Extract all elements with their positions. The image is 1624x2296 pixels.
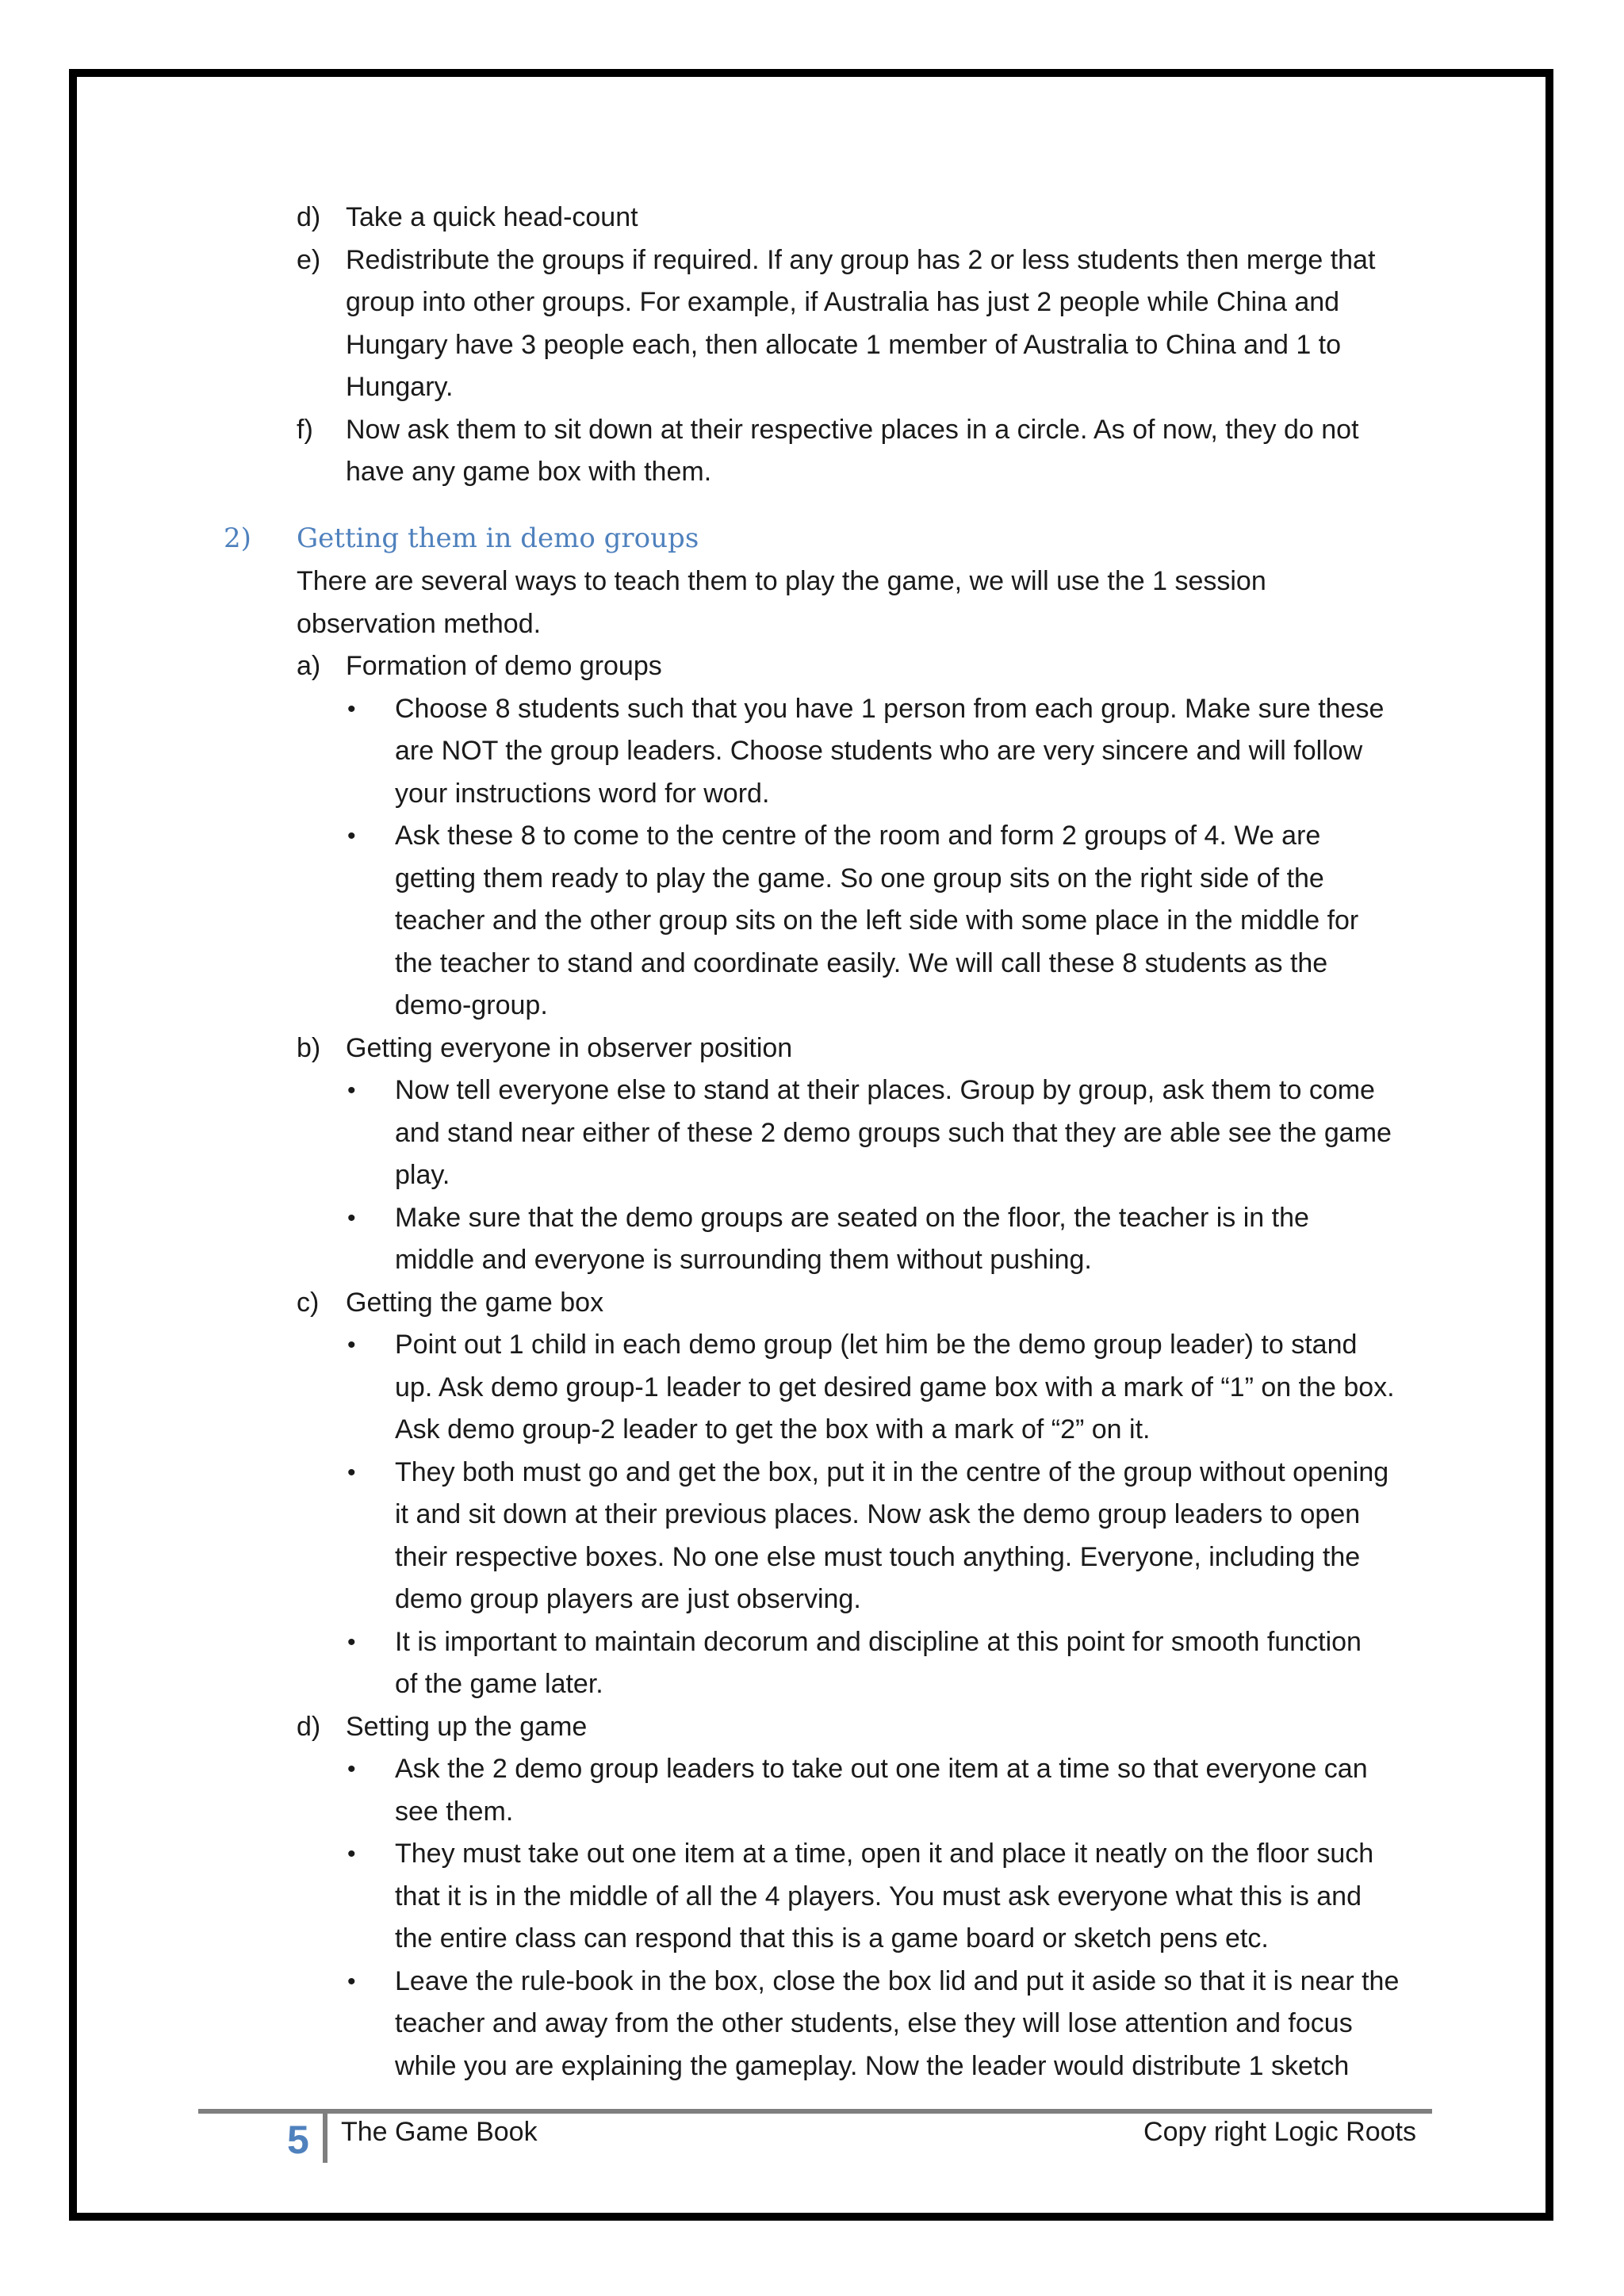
text-line: play. [395,1160,450,1190]
subsection [297,1027,1399,1282]
text-line: Leave the rule-book in the box, close the box lid and put it aside so that it is near the [395,1965,1400,1996]
subsection [297,1282,1399,1706]
subsection-title: Setting up the game [346,1711,588,1742]
footer-book-title: The Game Book [341,2117,538,2147]
intro-list [297,197,1375,494]
subsection-marker: a) [297,651,321,681]
text-line: There are several ways to teach them to play the game, we will use the 1 session [297,566,1266,596]
list-marker: f) [297,414,313,445]
text-line: Redistribute the groups if required. If any group has 2 or less students then merge that [346,244,1376,275]
section-title: Getting them in demo groups [297,522,699,554]
footer-divider [323,2109,327,2163]
text-line: getting them ready to play the game. So one group sits on the right side of the [395,863,1324,894]
bullet-item [297,1833,1399,1961]
text-line: observation method. [297,608,542,639]
list-marker: d) [297,202,321,232]
text-line: Make sure that the demo groups are seated on the floor, the teacher is in the [395,1202,1309,1233]
subsection [297,1706,1399,2088]
bullet-icon: • [347,1332,356,1358]
bullet-item [297,1324,1399,1452]
text-line: of the game later. [395,1669,603,1699]
subsection [297,645,1399,1027]
section-number: 2) [224,522,251,554]
text-line: the entire class can respond that this is a game board or sketch pens etc. [395,1923,1269,1954]
bullet-item [297,1452,1399,1621]
text-line: teacher and the other group sits on the left side with some place in the middle for [395,905,1359,936]
text-line: the teacher to stand and coordinate easily. We will call these 8 students as the [395,947,1328,978]
subsection-marker: b) [297,1032,321,1063]
text-line: it and sit down at their previous places. Now ask the demo group leaders to open [395,1499,1361,1529]
list-item [297,197,1375,239]
bullet-icon: • [347,823,356,849]
list-marker: e) [297,244,321,275]
text-line: while you are explaining the gameplay. Now the leader would distribute 1 sketch [395,2050,1350,2081]
bullet-icon: • [347,1628,356,1655]
footer-copyright: Copy right Logic Roots [1143,2117,1416,2147]
text-line: are NOT the group leaders. Choose students who are very sincere and will follow [395,736,1363,766]
subsection-marker: d) [297,1711,321,1742]
bullet-icon: • [347,1077,356,1104]
text-line: demo-group. [395,990,548,1020]
bullet-item [297,1621,1399,1706]
bullet-item [297,1197,1399,1282]
bullet-icon: • [347,1204,356,1231]
text-line: Ask demo group-2 leader to get the box with a mark of “2” on it. [395,1414,1151,1445]
text-line: It is important to maintain decorum and discipline at this point for smooth function [395,1626,1362,1657]
bullet-icon: • [347,1459,356,1486]
bullet-item [297,688,1399,816]
text-line: group into other groups. For example, if Australia has just 2 people while China and [346,287,1340,317]
text-line: see them. [395,1796,514,1827]
list-item [297,409,1375,494]
text-line: teacher and away from the other students, else they will lose attention and focus [395,2008,1353,2038]
text-line: Hungary. [346,372,454,402]
text-line: Take a quick head-count [346,202,638,232]
text-line: They both must go and get the box, put it in the centre of the group without opening [395,1456,1389,1487]
text-line: middle and everyone is surrounding them without pushing. [395,1245,1092,1275]
text-line: Point out 1 child in each demo group (let him be the demo group leader) to stand [395,1330,1358,1360]
subsection-title: Formation of demo groups [346,651,662,681]
bullet-icon: • [347,1968,356,1995]
text-line: that it is in the middle of all the 4 players. You must ask everyone what this is and [395,1881,1362,1911]
bullet-icon: • [347,1841,356,1867]
text-line: Hungary have 3 people each, then allocate 1 member of Australia to China and 1 to [346,329,1342,360]
text-line: have any game box with them. [346,457,712,487]
subsection-title: Getting everyone in observer position [346,1032,793,1063]
bullet-item [297,1961,1399,2088]
bullet-item [297,1748,1399,1833]
text-line: Choose 8 students such that you have 1 person from each group. Make sure these [395,693,1385,724]
text-line: your instructions word for word. [395,778,770,809]
page-number: 5 [287,2118,309,2162]
text-line: up. Ask demo group-1 leader to get desired game box with a mark of “1” on the box. [395,1372,1395,1402]
bullet-icon: • [347,695,356,722]
text-line: Now tell everyone else to stand at their places. Group by group, ask them to come [395,1075,1375,1105]
bullet-item [297,815,1399,1027]
text-line: and stand near either of these 2 demo groups such that they are able see the game [395,1117,1392,1148]
text-line: Ask these 8 to come to the centre of the room and form 2 groups of 4. We are [395,821,1321,851]
section-body [297,561,1399,2087]
text-line: They must take out one item at a time, open it and place it neatly on the floor such [395,1839,1374,1869]
text-line: their respective boxes. No one else must touch anything. Everyone, including the [395,1541,1361,1572]
bullet-icon: • [347,1756,356,1782]
bullet-item [297,1070,1399,1197]
text-line: demo group players are just observing. [395,1584,861,1614]
text-line: Ask the 2 demo group leaders to take out one item at a time so that everyone can [395,1754,1368,1784]
subsection-marker: c) [297,1287,320,1318]
list-item [297,239,1375,409]
subsection-title: Getting the game box [346,1287,604,1318]
text-line: Now ask them to sit down at their respective places in a circle. As of now, they do not [346,414,1359,445]
